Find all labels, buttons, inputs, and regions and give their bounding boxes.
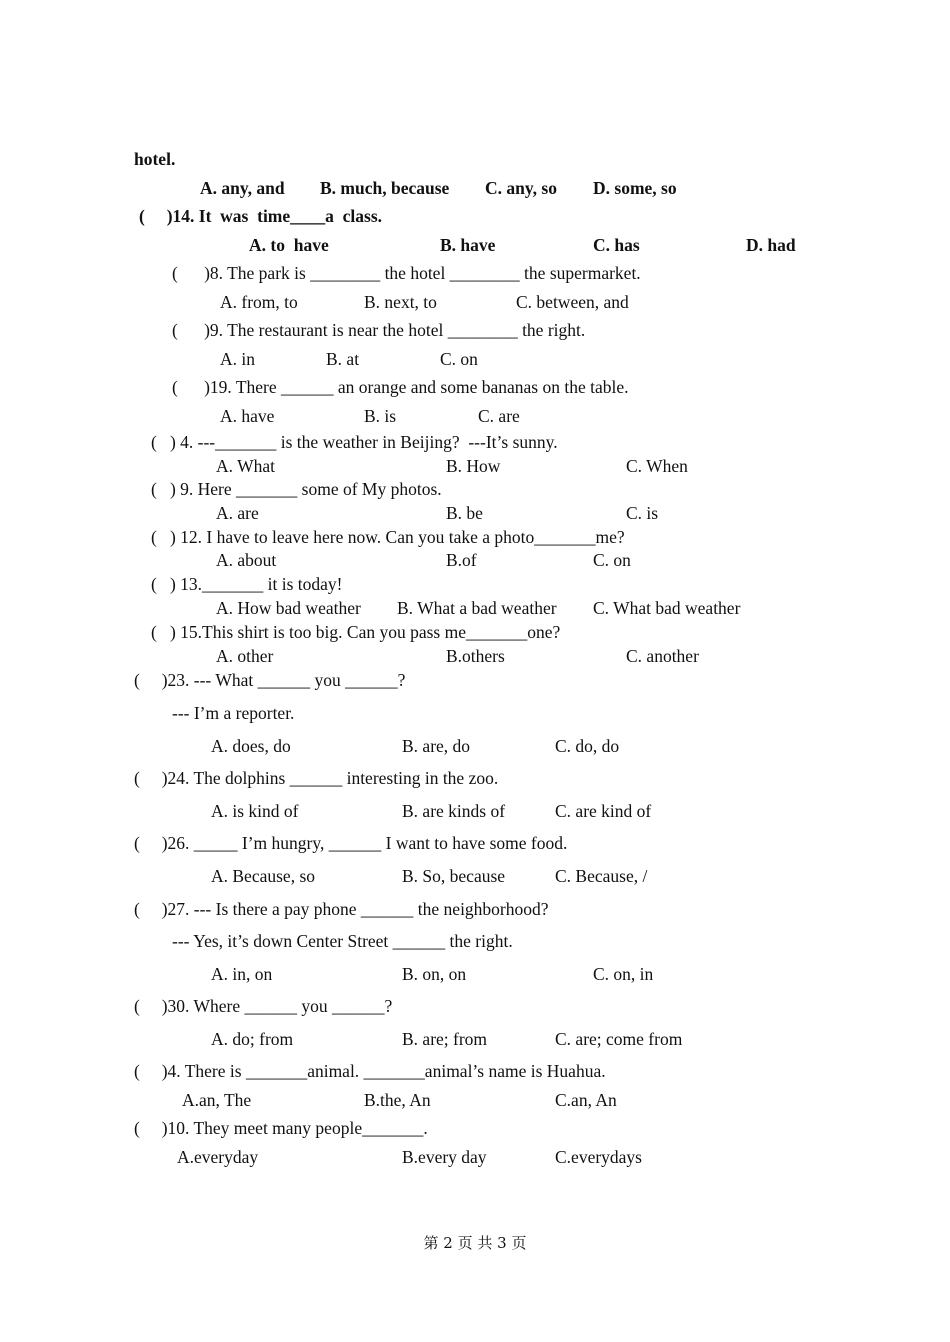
option: A. other xyxy=(216,646,274,666)
question-stem: ( ) 9. Here _______ some of My photos. xyxy=(151,479,442,499)
option: C. Because, / xyxy=(555,866,648,886)
option: C. is xyxy=(626,503,659,523)
option: B. How xyxy=(446,456,501,476)
option: A. do; from xyxy=(211,1029,294,1049)
dialogue-reply: --- I’m a reporter. xyxy=(172,703,295,723)
option: B. at xyxy=(326,349,360,369)
option: C. on xyxy=(440,349,478,369)
option: A. How bad weather xyxy=(216,598,361,618)
question-stem: ( )23. --- What ______ you ______? xyxy=(134,670,406,690)
option: C. are xyxy=(478,406,520,426)
option: B. next, to xyxy=(364,292,437,312)
option: A. in xyxy=(220,349,255,369)
question-stem: ( )19. There ______ an orange and some bananas on the table. xyxy=(172,377,629,397)
continued-line: hotel. xyxy=(134,149,176,169)
option: C. do, do xyxy=(555,736,620,756)
option: B. What a bad weather xyxy=(397,598,557,618)
question-stem: ( )8. The park is ________ the hotel ________ the supermarket. xyxy=(172,263,641,283)
option: B.the, An xyxy=(364,1090,431,1110)
dialogue-reply: --- Yes, it’s down Center Street ______ the right. xyxy=(172,931,513,951)
question-stem: ( )27. --- Is there a pay phone ______ the neighborhood? xyxy=(134,899,549,919)
option: C. on xyxy=(593,550,631,570)
option: B. So, because xyxy=(402,866,506,886)
option: A. about xyxy=(216,550,277,570)
option: C. What bad weather xyxy=(593,598,741,618)
question-stem: ( )10. They meet many people_______. xyxy=(134,1118,428,1138)
option: A. to have xyxy=(249,235,329,255)
option: B. are kinds of xyxy=(402,801,506,821)
option: C. any, so xyxy=(485,178,557,198)
option: A. in, on xyxy=(211,964,273,984)
option: A. is kind of xyxy=(211,801,299,821)
question-stem: ( ) 12. I have to leave here now. Can you take a photo_______me? xyxy=(151,527,625,547)
option: A. are xyxy=(216,503,259,523)
option: C. When xyxy=(626,456,688,476)
question-stem: ( )26. _____ I’m hungry, ______ I want to have some food. xyxy=(134,833,568,853)
option: B. on, on xyxy=(402,964,467,984)
option: C. on, in xyxy=(593,964,654,984)
option: A.an, The xyxy=(182,1090,252,1110)
option: B. be xyxy=(446,503,483,523)
option: B. have xyxy=(440,235,496,255)
option: D. had xyxy=(746,235,796,255)
page-footer: 第 2 页 共 3 页 xyxy=(423,1234,527,1252)
option: B. is xyxy=(364,406,397,426)
option: B. much, because xyxy=(320,178,450,198)
question-stem: ( )24. The dolphins ______ interesting in the zoo. xyxy=(134,768,499,788)
option: C. has xyxy=(593,235,640,255)
option: A. Because, so xyxy=(211,866,316,886)
option: A. any, and xyxy=(200,178,285,198)
option: C.everydays xyxy=(555,1147,642,1167)
option: A. from, to xyxy=(220,292,298,312)
question-stem: ( ) 4. ---_______ is the weather in Beijing? ---It’s sunny. xyxy=(151,432,558,452)
option: C. are kind of xyxy=(555,801,652,821)
option: B.others xyxy=(446,646,505,666)
option: B. are, do xyxy=(402,736,471,756)
option: D. some, so xyxy=(593,178,677,198)
option: A. have xyxy=(220,406,275,426)
question-stem: ( ) 13._______ it is today! xyxy=(151,574,343,594)
question-stem: ( ) 15.This shirt is too big. Can you pass me_______one? xyxy=(151,622,561,642)
option: A. What xyxy=(216,456,275,476)
option: B.of xyxy=(446,550,477,570)
option: C. are; come from xyxy=(555,1029,683,1049)
question-stem: ( )4. There is _______animal. _______animal’s name is Huahua. xyxy=(134,1061,606,1081)
option: B.every day xyxy=(402,1147,487,1167)
option: A.everyday xyxy=(177,1147,259,1167)
option: A. does, do xyxy=(211,736,291,756)
option: C. another xyxy=(626,646,699,666)
question-stem: ( )14. It was time____a class. xyxy=(139,206,383,226)
option: B. are; from xyxy=(402,1029,488,1049)
question-stem: ( )30. Where ______ you ______? xyxy=(134,996,393,1016)
question-stem: ( )9. The restaurant is near the hotel ________ the right. xyxy=(172,320,586,340)
option: C. between, and xyxy=(516,292,629,312)
option: C.an, An xyxy=(555,1090,617,1110)
